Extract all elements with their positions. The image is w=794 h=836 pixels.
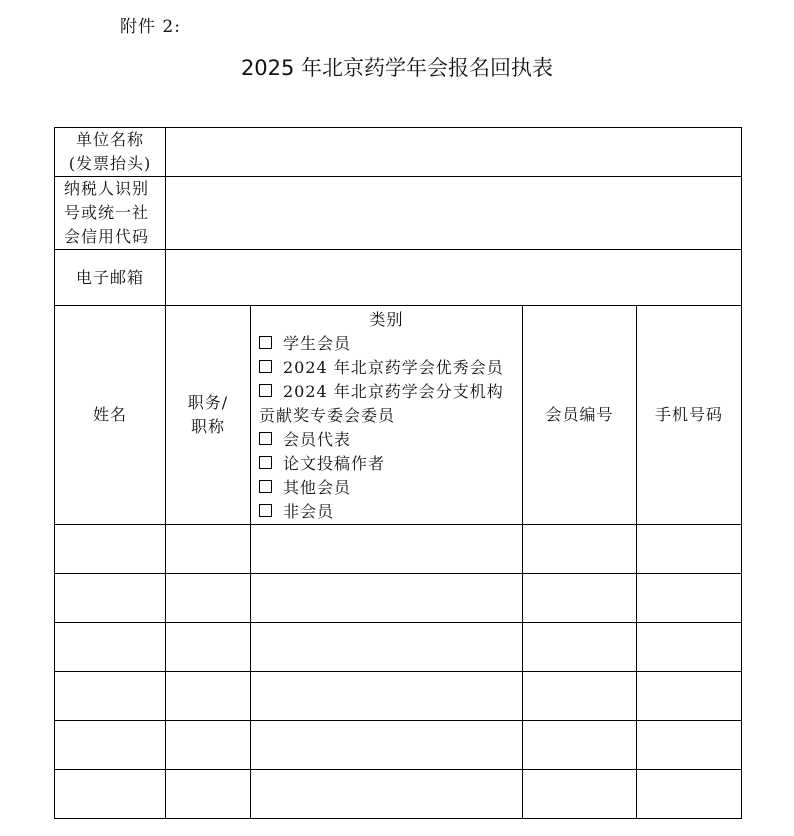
tax-id-field[interactable]: [166, 177, 742, 250]
category-cell[interactable]: [251, 672, 523, 721]
position-cell[interactable]: [166, 623, 251, 672]
category-cell[interactable]: [251, 770, 523, 819]
name-cell[interactable]: [55, 721, 166, 770]
phone-cell[interactable]: [637, 721, 742, 770]
tax-id-row: [55, 177, 742, 250]
member-no-column-header: 会员编号: [523, 306, 637, 525]
unit-name-row: [55, 128, 742, 177]
category-option-branch-contribution-continued: 贡献奖专委会委员: [259, 406, 396, 425]
tax-id-label: 纳税人识别 号或统一社 会信用代码: [55, 177, 166, 250]
phone-cell[interactable]: [637, 770, 742, 819]
checkbox[interactable]: [259, 432, 272, 445]
member-no-cell[interactable]: [523, 525, 637, 574]
category-cell[interactable]: [251, 525, 523, 574]
member-no-cell[interactable]: [523, 574, 637, 623]
checkbox[interactable]: [259, 384, 272, 397]
registration-form-table: [54, 127, 742, 819]
category-cell[interactable]: [251, 623, 523, 672]
member-no-cell[interactable]: [523, 623, 637, 672]
category-option-other-member[interactable]: 其他会员: [259, 476, 514, 500]
name-cell[interactable]: [55, 770, 166, 819]
table-row: [55, 721, 742, 770]
category-option-branch-contribution[interactable]: 2024 年北京药学会分支机构: [259, 380, 514, 404]
category-column-header: [251, 306, 523, 525]
phone-cell[interactable]: [637, 574, 742, 623]
category-option-student[interactable]: 学生会员: [259, 332, 514, 356]
checkbox[interactable]: [259, 360, 272, 373]
column-header-row: [55, 306, 742, 525]
phone-cell[interactable]: [637, 623, 742, 672]
name-column-header: 姓名: [55, 306, 166, 525]
phone-column-header: 手机号码: [637, 306, 742, 525]
member-no-cell[interactable]: [523, 721, 637, 770]
category-option-paper-author[interactable]: 论文投稿作者: [259, 452, 514, 476]
name-cell[interactable]: [55, 623, 166, 672]
table-row: [55, 623, 742, 672]
position-cell[interactable]: [166, 574, 251, 623]
category-option-representative[interactable]: 会员代表: [259, 428, 514, 452]
email-row: [55, 250, 742, 306]
checkbox[interactable]: [259, 336, 272, 349]
position-cell[interactable]: [166, 770, 251, 819]
member-no-cell[interactable]: [523, 672, 637, 721]
form-title: 2025 年北京药学年会报名回执表: [240, 56, 554, 80]
name-cell[interactable]: [55, 525, 166, 574]
category-title: 类别: [369, 310, 404, 329]
attachment-label: 附件 2:: [120, 17, 181, 37]
table-row: [55, 770, 742, 819]
member-no-cell[interactable]: [523, 770, 637, 819]
phone-cell[interactable]: [637, 525, 742, 574]
name-cell[interactable]: [55, 672, 166, 721]
category-cell[interactable]: [251, 721, 523, 770]
category-option-excellent-member[interactable]: 2024 年北京药学会优秀会员: [259, 356, 514, 380]
position-cell[interactable]: [166, 721, 251, 770]
unit-name-label: 单位名称 (发票抬头): [55, 128, 166, 177]
position-column-header: 职务/ 职称: [166, 306, 251, 525]
phone-cell[interactable]: [637, 672, 742, 721]
category-cell[interactable]: [251, 574, 523, 623]
table-row: [55, 525, 742, 574]
email-field[interactable]: [166, 250, 742, 306]
name-cell[interactable]: [55, 574, 166, 623]
unit-name-field[interactable]: [166, 128, 742, 177]
table-row: [55, 574, 742, 623]
email-label: 电子邮箱: [55, 250, 166, 306]
checkbox[interactable]: [259, 480, 272, 493]
position-cell[interactable]: [166, 672, 251, 721]
position-cell[interactable]: [166, 525, 251, 574]
category-option-non-member[interactable]: 非会员: [259, 500, 514, 524]
table-row: [55, 672, 742, 721]
checkbox[interactable]: [259, 504, 272, 517]
checkbox[interactable]: [259, 456, 272, 469]
